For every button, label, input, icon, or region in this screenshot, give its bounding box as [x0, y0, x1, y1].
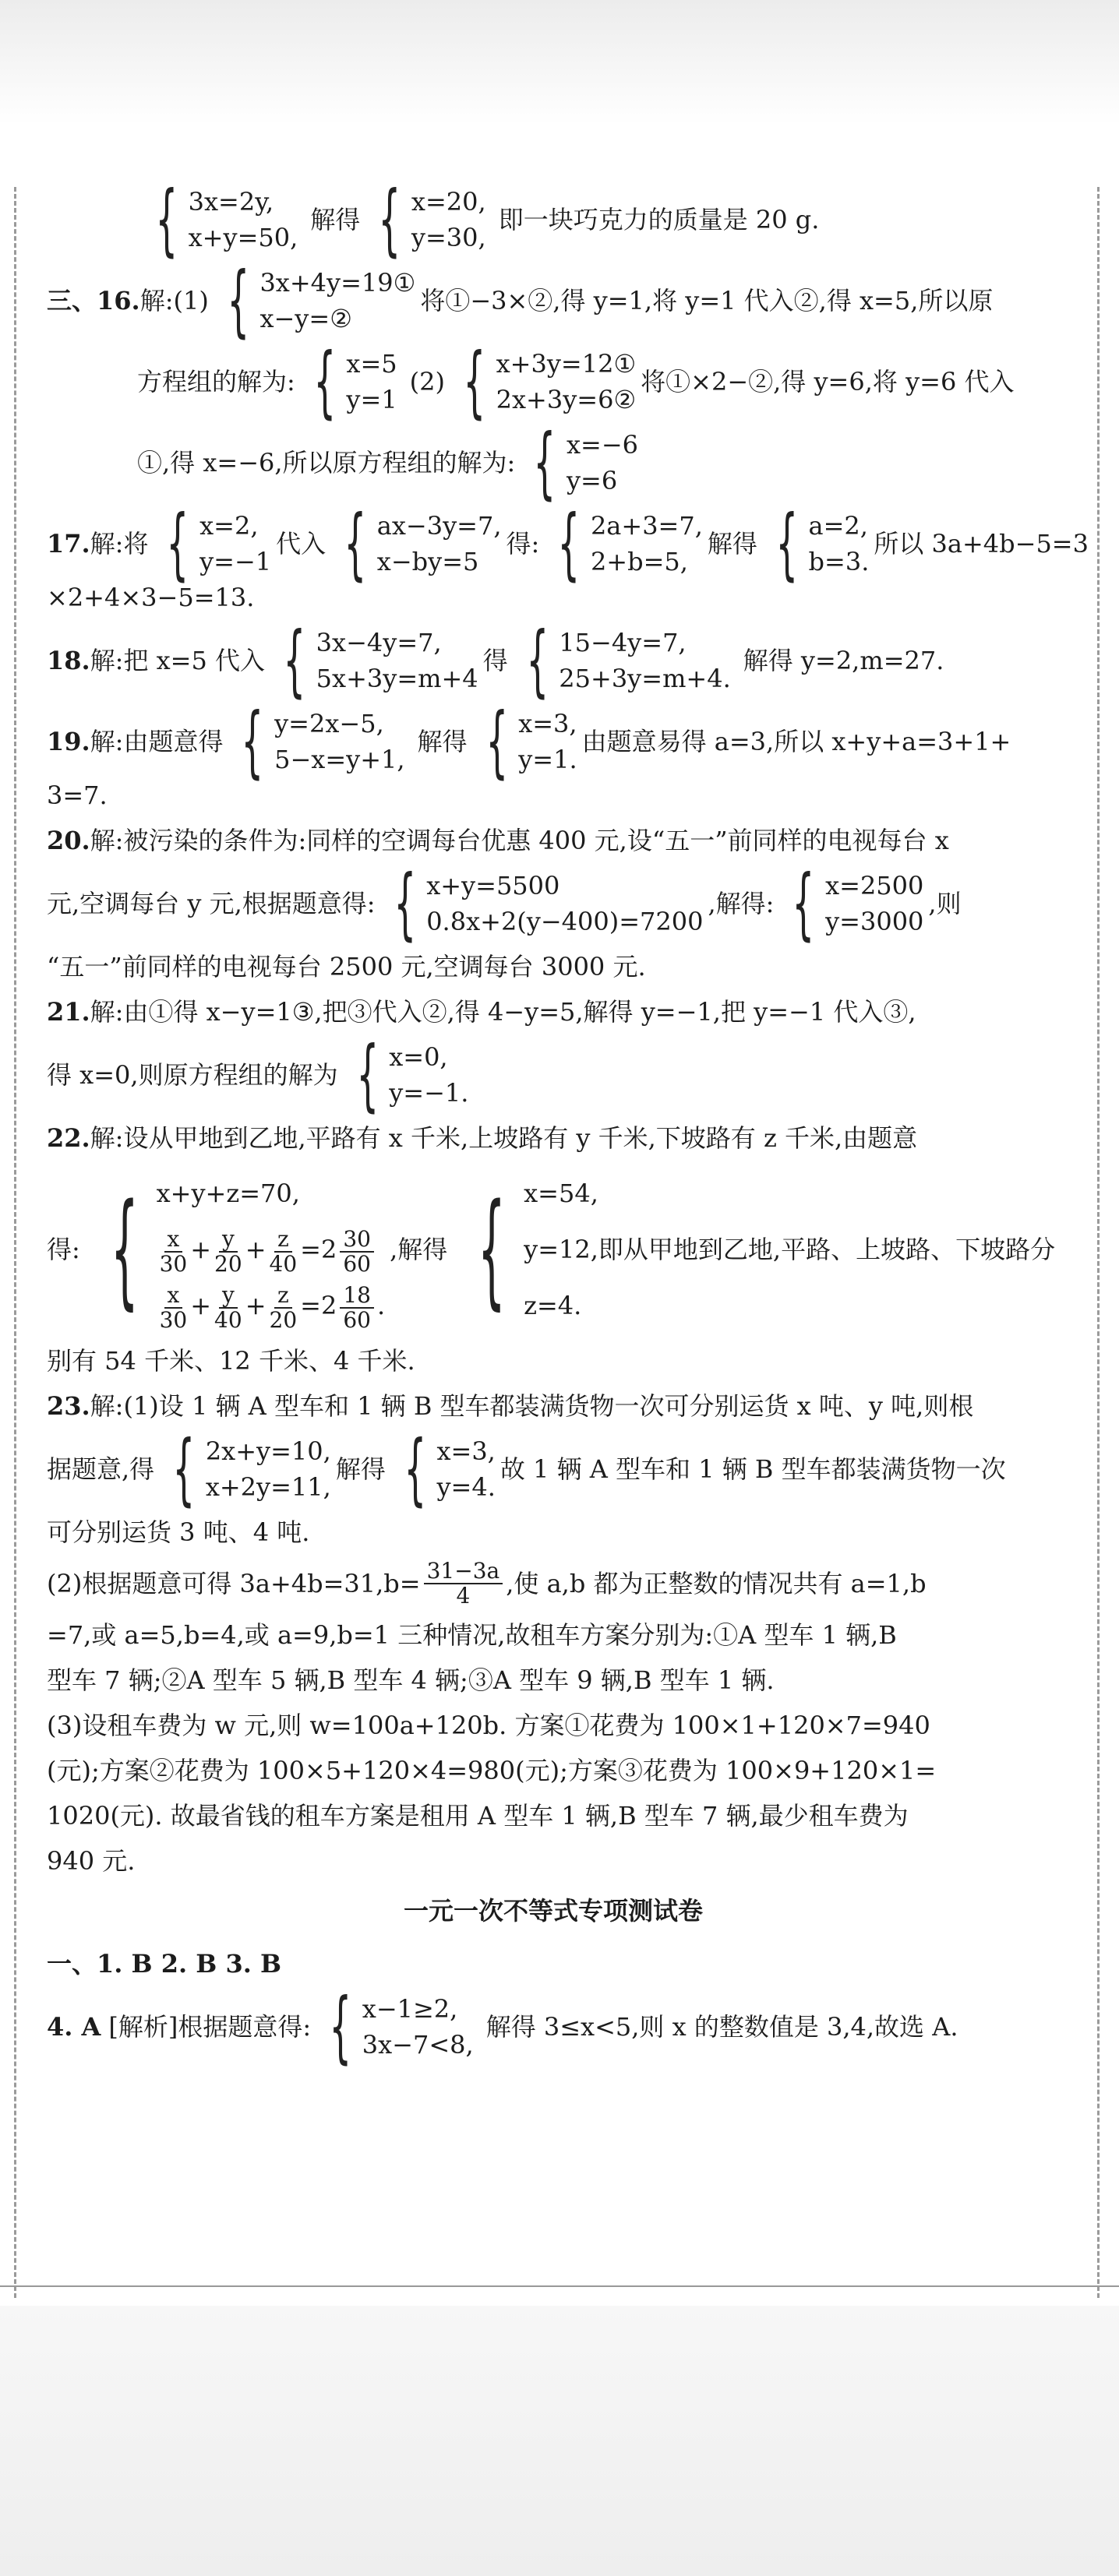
- equation: x=20,: [411, 187, 486, 217]
- line-chocolate: [47, 174, 1060, 265]
- question-number: 21.: [47, 997, 90, 1027]
- solution-system: { x=−6 y=6: [533, 417, 638, 508]
- equation: y=3000: [825, 907, 924, 936]
- equation: x=−6: [566, 430, 638, 460]
- equation: x+y+z=70,: [156, 1179, 300, 1208]
- question-20-line-2: 元,空调每台 y 元,根据题意得: { x+y=5500 0.8x+2(y−400)=7200 ,解得: { x=2500 y=3000 ,则: [47, 858, 962, 949]
- equation: y=2x−5,: [274, 709, 384, 738]
- question-23-part-3-line-2: [47, 1753, 1060, 1788]
- equation: x=2500: [825, 871, 924, 900]
- text: 解:把 x=5 代入: [90, 646, 266, 675]
- question-18: 18. 解:把 x=5 代入 { 3x−4y=7, 5x+3y=m+4 得 { 15−4y=7, 25+3y=m+4. 解得 y=2,m=27.: [47, 615, 944, 706]
- text: (元);方案②花费为 100×5+120×4=980(元);方案③花费为 100×9+120×1=: [47, 1756, 937, 1785]
- equation: x=3,: [436, 1436, 496, 1466]
- equation: x=3,: [518, 709, 577, 738]
- text: 一、1. B 2. B 3. B: [47, 1949, 282, 1979]
- text: ,解得: [390, 1235, 448, 1264]
- question-21-line-2: 得 x=0,则原方程组的解为 { x=0, y=−1.: [47, 1029, 469, 1120]
- left-dashed-margin: [14, 187, 16, 2298]
- question-16-line-2: [47, 336, 1060, 427]
- text: (2)根据题意可得 3a+4b=31,b=: [47, 1569, 421, 1598]
- text: 所以 3a+4b−5=3: [874, 529, 1089, 559]
- equation: y=−1: [199, 547, 272, 576]
- equation: 2x+y=10,: [205, 1436, 331, 1466]
- question-23-part-2-line-2: [47, 1617, 1060, 1653]
- text: 940 元.: [47, 1846, 136, 1876]
- text: 可分别运货 3 吨、4 吨.: [47, 1517, 310, 1547]
- question-number: 4. A: [47, 2012, 101, 2042]
- equation: y=1: [346, 385, 397, 414]
- text: 故 1 辆 A 型车和 1 辆 B 型车都装满货物一次: [499, 1454, 1006, 1484]
- equation: 2+b=5,: [590, 547, 688, 576]
- equation: x+3y=12①: [496, 349, 637, 379]
- equation: x+y=5500: [426, 871, 560, 900]
- text: ,使 a,b 都为正整数的情况共有 a=1,b: [506, 1569, 927, 1598]
- question-number: 22.: [47, 1123, 90, 1153]
- equation: x=0,: [389, 1042, 448, 1072]
- question-19-line-2: [47, 777, 1060, 813]
- fraction: $\frac{31-3a}{4}$: [424, 1559, 503, 1608]
- question-23-line-2: 据题意,得 { 2x+y=10, x+2y=11, 解得 { x=3, y=4. 故 1 辆 A 型车和 1 辆 B 型车都装满货物一次: [47, 1423, 1006, 1514]
- equation: x+y=50,: [188, 223, 298, 252]
- equation: 3x=2y,: [188, 187, 274, 217]
- document-body: [47, 174, 1089, 2072]
- section-title: 一元一次不等式专项测试卷: [403, 1896, 703, 1926]
- question-20-line-3: [47, 949, 1060, 985]
- equation: x+2y=11,: [205, 1472, 331, 1502]
- question-23-part-3-line-4: [47, 1843, 1060, 1879]
- text: 得 x=0,则原方程组的解为: [47, 1060, 338, 1090]
- equation: $\frac{x}{30}$ + $\frac{y}{20}$ + $\frac{z}{40}$ =2 $\frac{30}{60}$: [157, 1221, 386, 1277]
- question-23-part-3-line-3: [47, 1798, 1060, 1834]
- equation: y=6: [566, 466, 618, 495]
- equation: x−by=5: [376, 547, 479, 576]
- text: 1020(元). 故最省钱的租车方案是租用 A 型车 1 辆,B 型车 7 辆,最少租车费为: [47, 1801, 909, 1831]
- equation: x=5: [346, 349, 397, 379]
- question-number: 三、16.: [47, 286, 140, 315]
- equation: 25+3y=m+4.: [559, 664, 731, 693]
- equation: x−1≥2,: [362, 1994, 458, 2024]
- equation: 0.8x+2(y−400)=7200: [426, 907, 704, 936]
- question-22-line-3: [47, 1343, 1060, 1379]
- question-20-line-1: [47, 823, 1060, 858]
- question-16-line-3: [47, 417, 1060, 508]
- text: 型车 7 辆;②A 型车 5 辆,B 型车 4 辆;③A 型车 9 辆,B 型车 1 辆.: [47, 1665, 775, 1695]
- equation: y=12,即从甲地到乙地,平路、上坡路、下坡路分: [524, 1235, 1056, 1264]
- solution-system: { x=5 y=1: [313, 336, 397, 427]
- question-23-line-3: [47, 1514, 1060, 1550]
- question-number: 20.: [47, 826, 90, 855]
- text: 解:被污染的条件为:同样的空调每台优惠 400 元,设“五一”前同样的电视每台 x: [90, 826, 949, 855]
- text: 据题意,得: [47, 1454, 155, 1484]
- equation: 3x−4y=7,: [316, 628, 442, 657]
- text: 解得: [335, 1454, 386, 1484]
- question-23-part-2-line-3: [47, 1662, 1060, 1698]
- text: ,则: [928, 889, 962, 918]
- text: 得:: [47, 1235, 80, 1264]
- text: 即一块巧克力的质量是 20 g.: [498, 205, 820, 234]
- question-23-line-1: [47, 1388, 1060, 1424]
- text: =7,或 a=5,b=4,或 a=9,b=1 三种情况,故租车方案分别为:①A 型车 1 辆,B: [47, 1620, 897, 1650]
- bottom-blank-area: [0, 2306, 1119, 2576]
- equation: 5−x=y+1,: [274, 745, 405, 774]
- text: ×2+4×3−5=13.: [47, 583, 255, 612]
- question-17-line-1: 17. 解:将 { x=2, y=−1 代入 { ax−3y=7, x−by=5 得: { 2a+3=7, 2+b=5, 解得 { a=2, b=3. 所以 3a+4b−5=3: [47, 498, 1089, 589]
- solution-system: { x=54, y=12,即从甲地到乙地,平路、上坡路、下坡路分 z=4.: [452, 1165, 1055, 1334]
- text: 将①−3×②,得 y=1,将 y=1 代入②,得 x=5,所以原: [420, 286, 994, 315]
- text: ①,得 x=−6,所以原方程组的解为:: [137, 448, 516, 477]
- question-23-part-3-line-1: [47, 1707, 1060, 1743]
- text: 解得: [310, 205, 361, 234]
- equation: 5x+3y=m+4: [316, 664, 478, 693]
- text: 将①×2−②,得 y=6,将 y=6 代入: [641, 367, 1015, 396]
- equation: y=−1.: [389, 1078, 469, 1108]
- equation: y=1.: [518, 745, 577, 774]
- equation: z=4.: [524, 1291, 582, 1320]
- bottom-rule: [0, 2285, 1119, 2287]
- text: 元,空调每台 y 元,根据题意得:: [47, 889, 376, 918]
- equation: b=3.: [808, 547, 870, 576]
- section-answer-4: 4. A [解析]根据题意得: { x−1≥2, 3x−7<8, 解得 3≤x<5,则 x 的整数值是 3,4,故选 A.: [47, 1981, 958, 2072]
- text: “五一”前同样的电视每台 2500 元,空调每台 3000 元.: [47, 952, 646, 981]
- equation-system: { x+y+z=70, $\frac{x}{30}$ + $\frac{y}{20}$ + $\frac{z}{40}$ =2 $\frac{30}{60}$ $\frac{x}{30}$ + $\frac{y}{40}$ + $\frac{z}{20}$ =2 $\frac{18}{60}$ .: [85, 1165, 385, 1334]
- right-dashed-margin: [1097, 187, 1100, 2298]
- text: 3=7.: [47, 781, 108, 810]
- question-number: 18.: [47, 646, 90, 675]
- text: 解:(1): [139, 286, 209, 315]
- question-16-line-1: [47, 255, 1060, 346]
- equation: x−y=②: [259, 304, 352, 333]
- text: 得:: [506, 529, 540, 559]
- equation-system: { 3x+4y=19① x−y=②: [227, 255, 416, 346]
- question-number: 19.: [47, 727, 90, 756]
- text: 解:由①得 x−y=1③,把③代入②,得 4−y=5,解得 y=−1,把 y=−1 代入③,: [90, 997, 916, 1027]
- question-21-line-1: [47, 994, 1060, 1030]
- question-22-line-1: [47, 1120, 1060, 1156]
- question-17-line-2: [47, 580, 1060, 615]
- equation: y=4.: [436, 1472, 496, 1502]
- text: (2): [409, 367, 445, 396]
- question-number: 17.: [47, 529, 90, 559]
- text: (3)设租车费为 w 元,则 w=100a+120b. 方案①花费为 100×1+120×7=940: [47, 1711, 930, 1740]
- text: 由题意易得 a=3,所以 x+y+a=3+1+: [581, 727, 1011, 756]
- text: 解:由题意得: [90, 727, 224, 756]
- text: 方程组的解为:: [137, 367, 295, 396]
- equation: x=54,: [524, 1179, 598, 1208]
- text: 别有 54 千米、12 千米、4 千米.: [47, 1346, 415, 1376]
- equation: 15−4y=7,: [559, 628, 687, 657]
- solution-system: { x=20, y=30,: [378, 174, 486, 265]
- equation: 2x+3y=6②: [496, 385, 637, 414]
- text: 解:(1)设 1 辆 A 型车和 1 辆 B 型车都装满货物一次可分别运货 x 吨、y 吨,则根: [90, 1391, 974, 1421]
- text: 解得: [417, 727, 468, 756]
- equation: x=2,: [199, 511, 259, 541]
- text: 解得 y=2,m=27.: [743, 646, 944, 675]
- text: 解:设从甲地到乙地,平路有 x 千米,上坡路有 y 千米,下坡路有 z 千米,由题意: [90, 1123, 918, 1153]
- equation-system: [142, 174, 298, 265]
- equation: $\frac{x}{30}$ + $\frac{y}{40}$ + $\frac{z}{20}$ =2 $\frac{18}{60}$ .: [159, 1281, 386, 1333]
- text: 得: [482, 646, 508, 675]
- top-shade: [0, 0, 1119, 125]
- text: 解得: [707, 529, 757, 559]
- text: 解:将: [90, 529, 149, 559]
- section-answers-1-3: [47, 1946, 1060, 1982]
- text: 解得 3≤x<5,则 x 的整数值是 3,4,故选 A.: [485, 2012, 958, 2042]
- equation: a=2,: [808, 511, 868, 541]
- equation-system: { x+3y=12① 2x+3y=6②: [463, 336, 637, 427]
- text: ,解得:: [708, 889, 775, 918]
- question-number: 23.: [47, 1391, 90, 1421]
- question-22-system: [47, 1165, 1060, 1334]
- equation: 2a+3=7,: [590, 511, 703, 541]
- equation: y=30,: [411, 223, 486, 252]
- question-23-part-2-line-1: [47, 1559, 1060, 1608]
- text: 代入: [276, 529, 327, 559]
- brace: {: [155, 174, 178, 265]
- text: [解析]根据题意得:: [108, 2012, 312, 2042]
- equation: 3x−7<8,: [362, 2030, 474, 2060]
- equation: 3x+4y=19①: [259, 268, 416, 298]
- equation: ax−3y=7,: [376, 511, 502, 541]
- question-19-line-1: 19. 解:由题意得 { y=2x−5, 5−x=y+1, 解得 { x=3, y=1. 由题意易得 a=3,所以 x+y+a=3+1+: [47, 696, 1011, 787]
